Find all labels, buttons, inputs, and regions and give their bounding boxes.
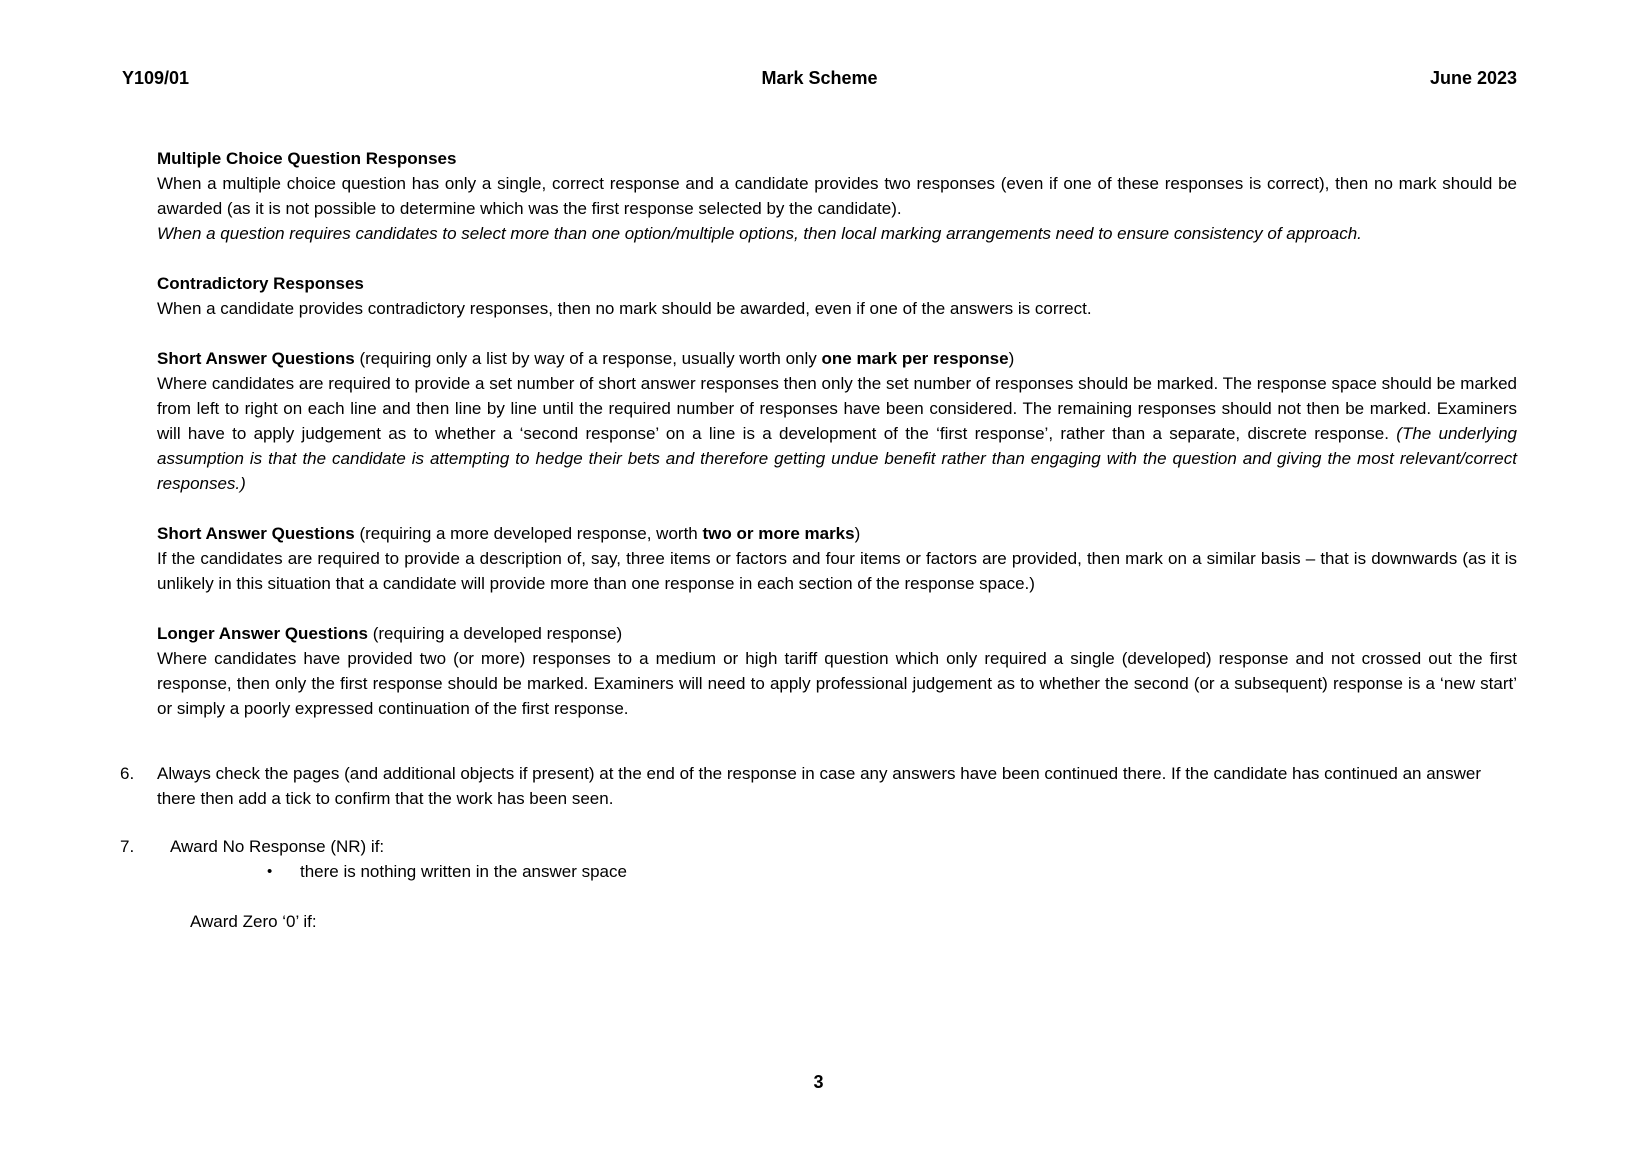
content xyxy=(120,146,1517,934)
section-heading xyxy=(157,146,1517,171)
bullet-item xyxy=(120,859,1517,884)
section-heading xyxy=(157,521,1517,546)
page-header xyxy=(122,66,1517,91)
section-heading xyxy=(157,346,1517,371)
text-run: If the candidates are required to provide a description of, say, three items or factors and four items or factors are provided, then mark on a similar basis – that is downwards (as it is unlikely in this situation that a candidate will provide more than one response in each section of the response space.) xyxy=(157,549,1517,593)
text-run: Contradictory Responses xyxy=(157,274,364,293)
text-run: When a multiple choice question has only a single, correct response and a candidate provides two responses (even if one of these responses is correct), then no mark should be awarded (as it is not possible to determine which was the first response selected by the candidate). xyxy=(157,174,1517,218)
text-run: Where candidates have provided two (or more) responses to a medium or high tariff question which only required a single (developed) response and not crossed out the first response, then only the first response should be marked. Examiners will need to apply professional judgement as to whether the second (or a subsequent) response is a ‘new start’ or simply a poorly expressed continuation of the first response. xyxy=(157,649,1517,718)
text-run: (The underlying assumption is that the candidate is attempting to hedge their bets and therefore getting undue benefit rather than engaging with the question and giving the most relevant/correct responses.) xyxy=(157,424,1517,493)
paragraph xyxy=(157,296,1517,321)
text-run: (requiring a developed response) xyxy=(367,624,623,643)
bullet-icon: • xyxy=(267,863,273,880)
text-run: When a candidate provides contradictory responses, then no mark should be awarded, even if one of the answers is correct. xyxy=(157,299,1092,318)
text-run: ) xyxy=(854,524,861,543)
text-run: Longer Answer Questions xyxy=(157,624,368,643)
paragraph xyxy=(157,646,1517,721)
paragraph xyxy=(157,171,1517,221)
text-run: ) xyxy=(1008,349,1015,368)
text-run: (requiring a more developed response, worth xyxy=(354,524,703,543)
list-item-7 xyxy=(120,834,1517,859)
text-run: (requiring only a list by way of a response, usually worth only xyxy=(354,349,822,368)
section xyxy=(120,621,1517,721)
sections xyxy=(120,146,1517,721)
section-heading xyxy=(157,271,1517,296)
text-run: two or more marks xyxy=(702,524,855,543)
award-zero-line: Award Zero ‘0’ if: xyxy=(190,912,317,931)
text-run: one mark per response xyxy=(821,349,1009,368)
text-run: When a question requires candidates to select more than one option/multiple options, then local marking arrangements need to ensure consistency of approach. xyxy=(157,224,1362,243)
section xyxy=(120,146,1517,246)
text-run: Multiple Choice Question Responses xyxy=(157,149,457,168)
item-number: 7. xyxy=(120,837,135,856)
doc-title: Mark Scheme xyxy=(761,68,878,88)
text-run: Short Answer Questions xyxy=(157,524,355,543)
bullet-text: there is nothing written in the answer space xyxy=(300,862,627,881)
section-heading xyxy=(157,621,1517,646)
item-text: Award No Response (NR) if: xyxy=(170,837,385,856)
paragraph xyxy=(157,371,1517,496)
paragraph xyxy=(157,546,1517,596)
doc-date: June 2023 xyxy=(1429,68,1517,88)
text-run: Short Answer Questions xyxy=(157,349,355,368)
section xyxy=(120,346,1517,496)
section xyxy=(120,521,1517,596)
page-footer xyxy=(0,1070,1637,1095)
text-run: Where candidates are required to provide a set number of short answer responses then only the set number of responses should be marked. The response space should be marked from left to right on each line and then line by line until the required number of responses have been considered. The remaining responses should not then be marked. Examiners will have to apply judgement as to whether a ‘second response’ on a line is a development of the ‘first response’, rather than a separate, discrete response. xyxy=(157,374,1517,443)
list-item-6 xyxy=(120,761,1517,811)
section xyxy=(120,271,1517,321)
paragraph xyxy=(157,221,1517,246)
numbered-list xyxy=(120,761,1517,934)
page-number: 3 xyxy=(813,1072,824,1092)
item-text: Always check the pages (and additional objects if present) at the end of the response in case any answers have been continued there. If the candidate has continued an answer there then add a tick to confirm that the work has been seen. xyxy=(157,764,1482,808)
doc-code: Y109/01 xyxy=(122,68,190,88)
item-number: 6. xyxy=(120,764,135,783)
